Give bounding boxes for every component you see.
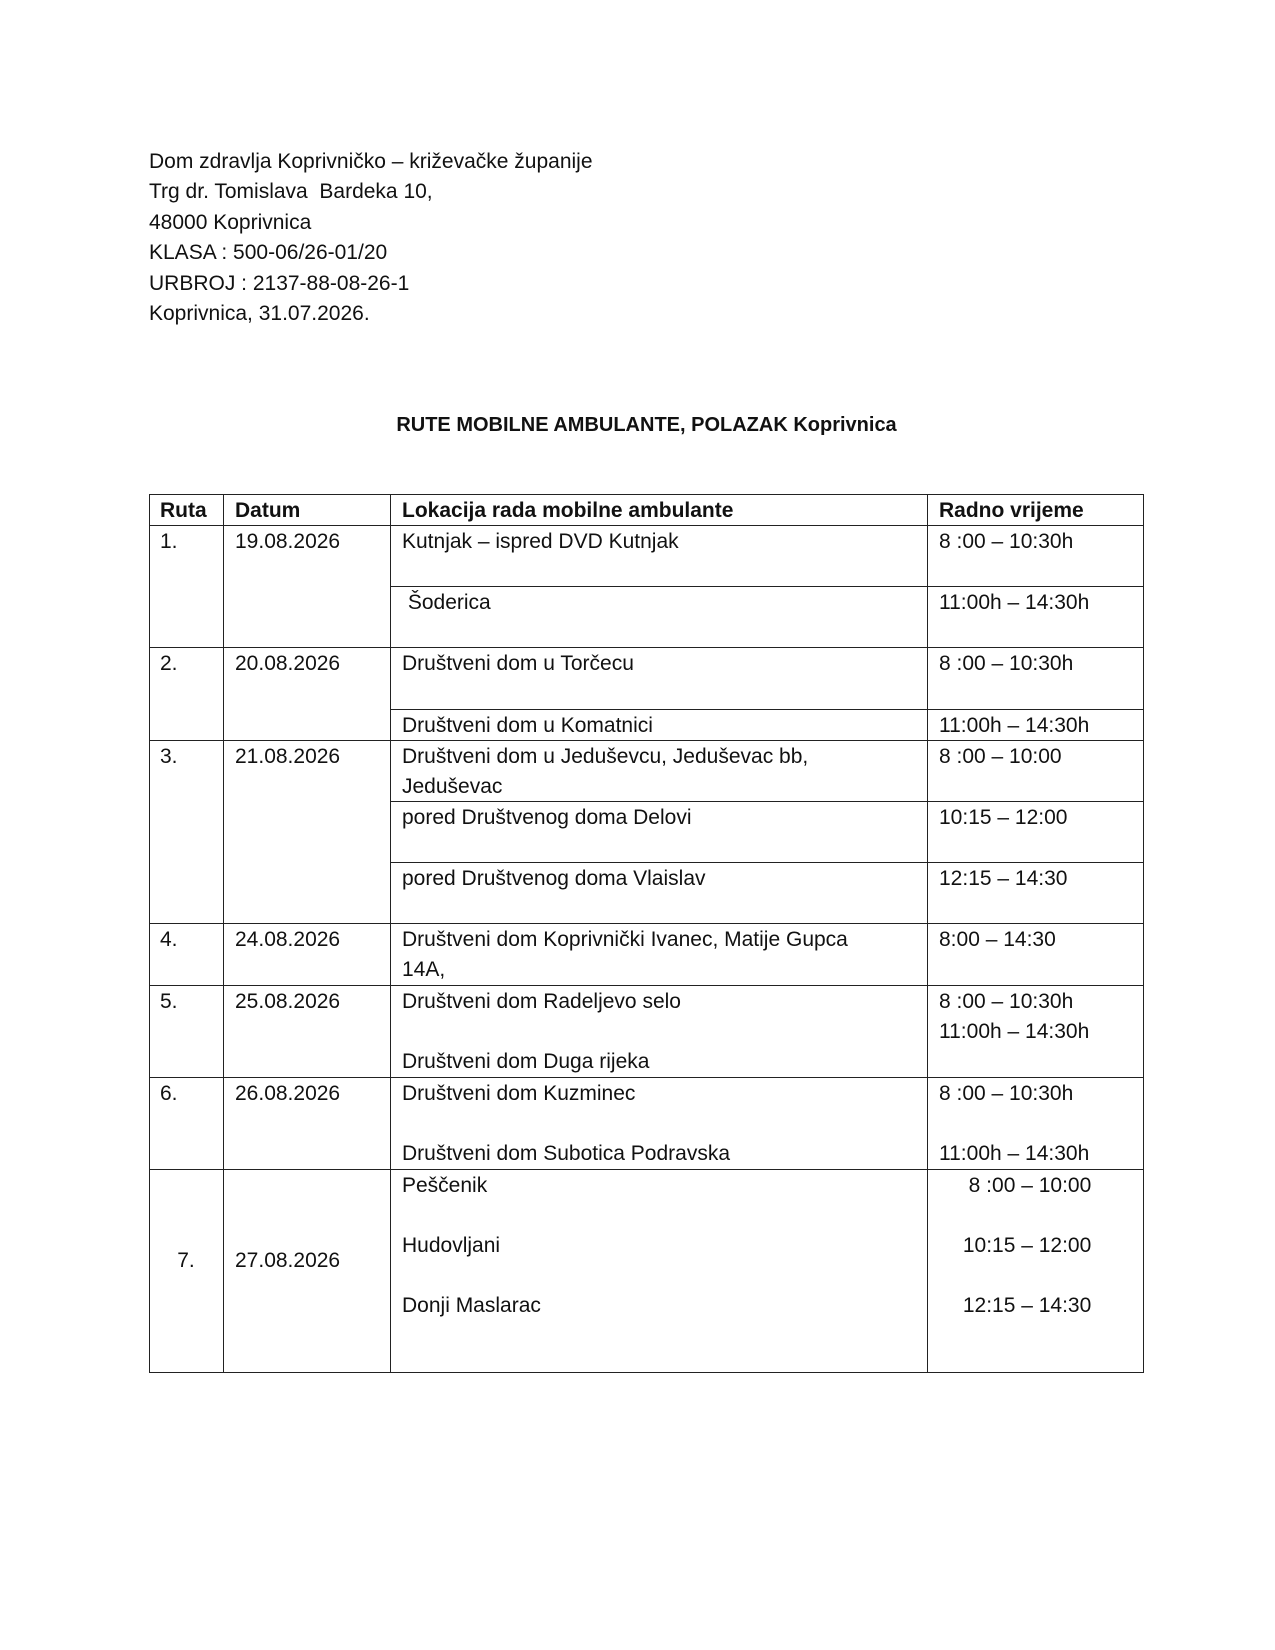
route-date: 25.08.2026 <box>235 990 341 1013</box>
column-header-radno-vrijeme: Radno vrijeme <box>939 499 1084 522</box>
letterhead <box>149 147 593 329</box>
route-location: pored Društvenog doma Vlaislav <box>402 867 706 890</box>
place-date: Koprivnica, 31.07.2026. <box>149 302 370 326</box>
institution-address: Trg dr. Tomislava Bardeka 10, <box>149 180 433 204</box>
route-date: 20.08.2026 <box>235 652 341 675</box>
route-time: 8 :00 – 10:30h 11:00h – 14:30h <box>939 1082 1090 1165</box>
route-location: Društveni dom Radeljevo selo Društveni dom Duga rijeka <box>402 990 681 1073</box>
route-number: 5. <box>160 990 178 1013</box>
route-time: 10:15 – 12:00 <box>939 806 1068 829</box>
column-header-lokacija: Lokacija rada mobilne ambulante <box>402 499 734 522</box>
route-number: 6. <box>160 1082 178 1105</box>
column-header-datum: Datum <box>235 499 301 522</box>
route-time: 11:00h – 14:30h <box>939 714 1090 737</box>
route-location: Društveni dom Koprivnički Ivanec, Matije Gupca 14A, <box>402 928 848 981</box>
route-location: pored Društvenog doma Delovi <box>402 806 692 829</box>
route-time: 11:00h – 14:30h <box>939 591 1090 614</box>
route-time: 8 :00 – 10:30h 11:00h – 14:30h <box>939 990 1090 1043</box>
route-location: Društveni dom u Jeduševcu, Jeduševac bb, Jeduševac <box>402 745 809 798</box>
route-time: 8 :00 – 10:00 10:15 – 12:00 12:15 – 14:30 <box>962 1174 1092 1317</box>
route-date: 24.08.2026 <box>235 928 341 951</box>
route-number: 2. <box>160 652 178 675</box>
urbroj: URBROJ : 2137-88-08-26-1 <box>149 271 410 295</box>
column-header-ruta: Ruta <box>160 499 207 522</box>
routes-table <box>149 494 1144 1373</box>
route-location: Peščenik Hudovljani Donji Maslarac <box>402 1174 541 1317</box>
klasa: KLASA : 500-06/26-01/20 <box>149 241 388 265</box>
route-number: 4. <box>160 928 178 951</box>
route-date: 21.08.2026 <box>235 745 341 768</box>
route-number: 7. <box>177 1249 195 1272</box>
route-location: Kutnjak – ispred DVD Kutnjak <box>402 530 679 553</box>
route-date: 26.08.2026 <box>235 1082 341 1105</box>
route-time: 8 :00 – 10:00 <box>939 745 1062 768</box>
route-number: 1. <box>160 530 178 553</box>
route-date: 19.08.2026 <box>235 530 341 553</box>
route-number: 3. <box>160 745 178 768</box>
route-time: 8 :00 – 10:30h <box>939 652 1074 675</box>
route-location: Društveni dom Kuzminec Društveni dom Subotica Podravska <box>402 1082 730 1165</box>
route-location: Društveni dom u Komatnici <box>402 714 653 737</box>
route-time: 12:15 – 14:30 <box>939 867 1068 890</box>
route-time: 8 :00 – 10:30h <box>939 530 1074 553</box>
route-location: Šoderica <box>402 591 491 614</box>
route-location: Društveni dom u Torčecu <box>402 652 634 675</box>
institution-city: 48000 Koprivnica <box>149 210 312 234</box>
institution-name: Dom zdravlja Koprivničko – križevačke županije <box>149 150 593 173</box>
route-date: 27.08.2026 <box>235 1249 341 1272</box>
document-title: RUTE MOBILNE AMBULANTE, POLAZAK Koprivnica <box>396 414 897 436</box>
route-time: 8:00 – 14:30 <box>939 928 1056 951</box>
